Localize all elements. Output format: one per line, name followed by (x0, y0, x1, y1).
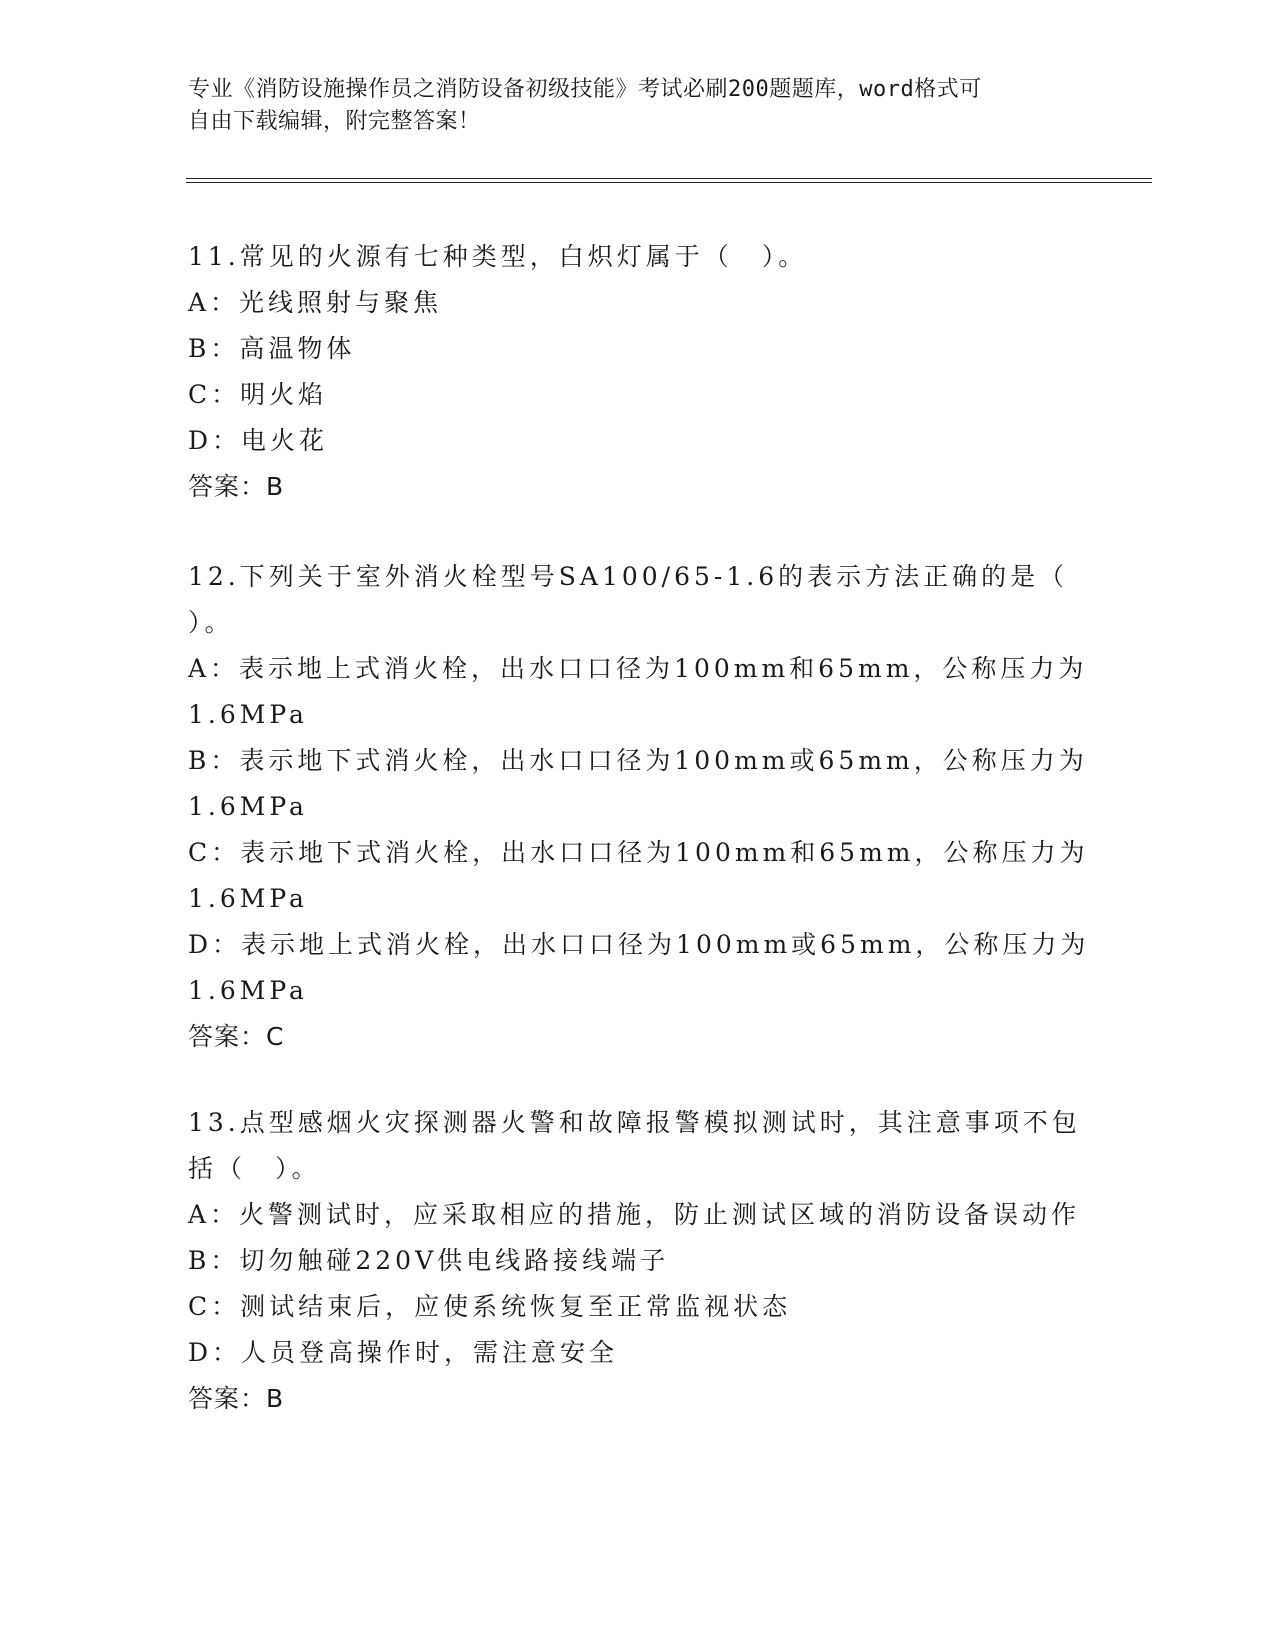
option-b: B：切勿触碰220V供电线路接线端子 (188, 1246, 670, 1275)
question-stem-continued: 括（ ）。 (188, 1154, 321, 1183)
header-title-line-2: 自由下载编辑，附完整答案！ (188, 109, 481, 134)
option-b: B：表示地下式消火栓，出水口口径为100mm或65mm，公称压力为 (188, 746, 1088, 775)
option-c: C：测试结束后，应使系统恢复至正常监视状态 (188, 1292, 792, 1321)
option-d-continued: 1.6MPa (188, 976, 308, 1005)
option-a-continued: 1.6MPa (188, 700, 308, 729)
header-title-line-1: 专业《消防设施操作员之消防设备初级技能》考试必刷200题题库，word格式可 (188, 77, 982, 102)
header-divider-bottom (186, 182, 1152, 183)
answer: 答案：B (188, 472, 285, 501)
question-11 (188, 234, 1088, 510)
document-header (188, 74, 1088, 138)
option-d: D：电火花 (188, 426, 329, 455)
question-stem: 13.点型感烟火灾探测器火警和故障报警模拟测试时，其注意事项不包 (188, 1108, 1081, 1137)
question-stem-continued: ）。 (188, 608, 234, 637)
option-c: C：明火焰 (188, 380, 328, 409)
option-b-continued: 1.6MPa (188, 792, 308, 821)
question-12 (188, 554, 1088, 1060)
option-a: A：光线照射与聚焦 (188, 288, 443, 317)
option-d: D：人员登高操作时，需注意安全 (188, 1338, 619, 1367)
answer: 答案：B (188, 1384, 285, 1413)
question-stem: 12.下列关于室外消火栓型号SA100/65-1.6的表示方法正确的是（ (188, 562, 1069, 591)
option-a: A：火警测试时，应采取相应的措施，防止测试区域的消防设备误动作 (188, 1200, 1081, 1229)
option-a: A：表示地上式消火栓，出水口口径为100mm和65mm，公称压力为 (188, 654, 1088, 683)
header-divider-top (186, 178, 1152, 179)
option-c: C：表示地下式消火栓，出水口口径为100mm和65mm，公称压力为 (188, 838, 1089, 867)
question-stem: 11.常见的火源有七种类型，白炽灯属于（ ）。 (188, 242, 808, 271)
option-d: D：表示地上式消火栓，出水口口径为100mm或65mm，公称压力为 (188, 930, 1090, 959)
answer: 答案：C (188, 1022, 285, 1051)
question-13 (188, 1100, 1088, 1422)
option-b: B：高温物体 (188, 334, 356, 363)
option-c-continued: 1.6MPa (188, 884, 308, 913)
